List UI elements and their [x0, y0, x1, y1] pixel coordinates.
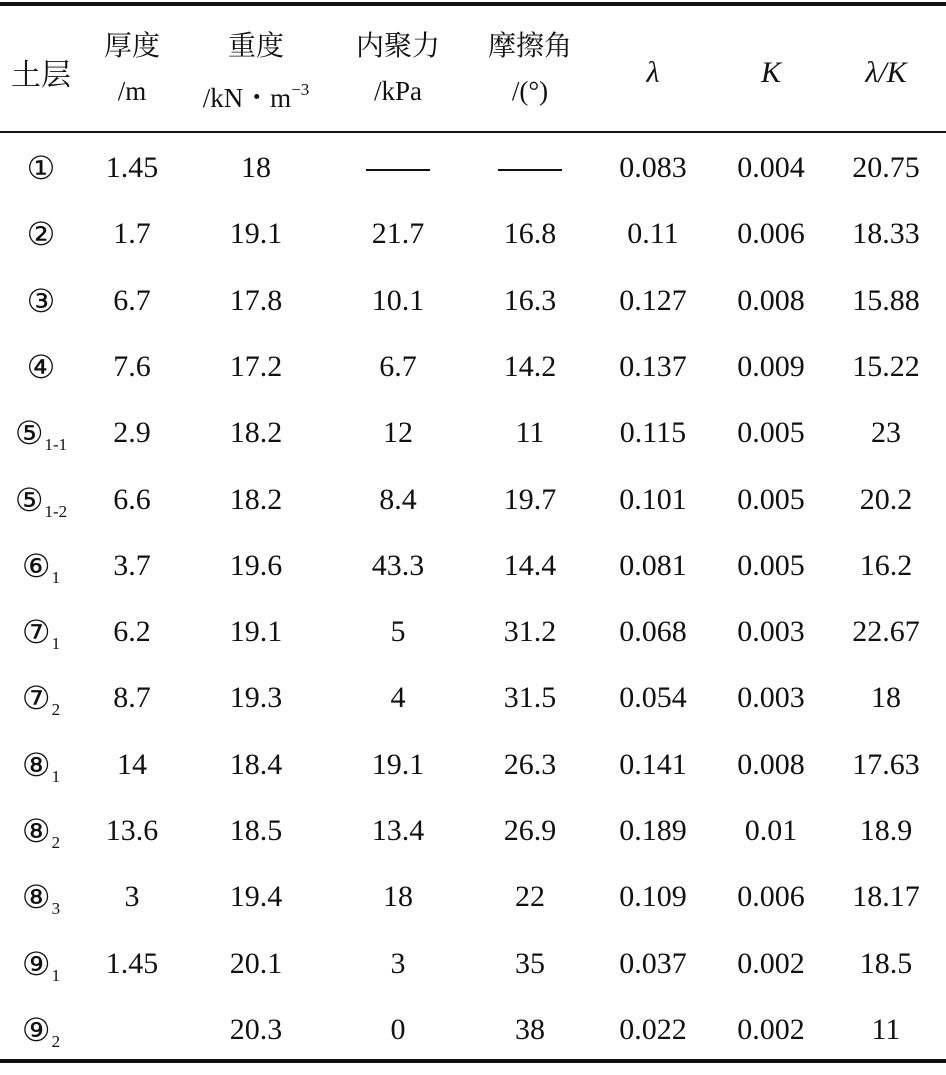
cell-weight: 18	[241, 151, 271, 184]
cell-ratio: 17.63	[852, 747, 920, 781]
cell-thickness: 1.45	[105, 151, 159, 184]
cell-friction: 31.5	[503, 681, 557, 715]
cell-ratio: 18.5	[859, 946, 913, 980]
cell-k: 0.005	[737, 548, 805, 582]
cell-layer	[0, 334, 82, 400]
cell-friction: 35	[515, 946, 545, 980]
layer-subscript: 3	[51, 899, 61, 919]
cell-k: 0.006	[737, 217, 805, 251]
cell-ratio: 11	[871, 1012, 901, 1046]
cell-lambda: 0.083	[619, 151, 687, 184]
layer-symbol: ⑦	[21, 680, 51, 717]
cell-friction: 14.4	[503, 548, 557, 582]
cell-weight: 20.1	[229, 946, 283, 980]
cell-ratio: 18	[871, 681, 901, 715]
table-top-rule	[0, 2, 946, 6]
cell-cohesion: 5	[390, 615, 406, 649]
cell-cohesion: 43.3	[371, 548, 425, 582]
cell-thickness: 3	[124, 880, 140, 914]
cell-thickness: 13.6	[105, 814, 159, 847]
cell-thickness	[90, 997, 174, 1063]
cell-friction: 31.2	[503, 615, 557, 649]
layer-symbol: ②	[26, 216, 56, 253]
cell-friction: 26.3	[503, 747, 557, 781]
cell-friction: 19.7	[503, 482, 557, 516]
cell-ratio: 16.2	[859, 548, 913, 582]
cell-thickness: 1.7	[113, 217, 151, 251]
cell-weight: 20.3	[229, 1012, 283, 1046]
table-row	[0, 533, 946, 599]
cell-friction: 26.9	[503, 814, 557, 847]
layer-symbol: ⑧	[21, 746, 51, 783]
cell-thickness: 1.45	[105, 946, 159, 980]
table-bottom-rule	[0, 1059, 946, 1063]
header-k: K	[760, 56, 781, 89]
cell-friction: 14.2	[503, 349, 557, 383]
cell-k: 0.008	[737, 747, 805, 781]
cell-layer	[0, 135, 82, 201]
cell-weight: 19.6	[229, 548, 283, 582]
cell-cohesion: 18	[383, 880, 413, 914]
header-layer: 土层	[11, 58, 71, 93]
table-row	[0, 665, 946, 731]
cell-cohesion	[340, 135, 456, 201]
layer-subscript: 2	[51, 700, 61, 720]
cell-thickness: 8.7	[113, 681, 151, 715]
table-row	[0, 201, 946, 267]
cell-cohesion: 4	[390, 681, 406, 715]
cell-cohesion: 6.7	[379, 349, 417, 383]
cell-k: 0.008	[737, 283, 805, 317]
cell-cohesion: 19.1	[371, 747, 425, 781]
layer-subscript: 1	[51, 766, 61, 786]
cell-friction: 38	[515, 1012, 545, 1046]
cell-ratio: 18.17	[852, 880, 920, 914]
cell-lambda: 0.068	[619, 615, 687, 649]
cell-cohesion: 13.4	[371, 814, 425, 847]
cell-layer	[0, 268, 82, 334]
cell-lambda: 0.137	[619, 349, 687, 383]
cell-friction: 16.3	[503, 283, 557, 317]
cell-lambda: 0.115	[619, 416, 687, 450]
cell-friction	[470, 135, 590, 201]
layer-symbol: ⑨	[21, 945, 51, 982]
cell-layer	[0, 732, 82, 798]
cell-layer	[0, 533, 82, 599]
cell-thickness: 6.6	[113, 482, 151, 516]
cell-friction: 22	[515, 880, 545, 914]
layer-symbol: ⑧	[21, 879, 51, 916]
no-value-dash	[366, 169, 430, 171]
cell-lambda: 0.081	[619, 548, 687, 582]
cell-cohesion: 3	[390, 946, 406, 980]
cell-weight: 17.2	[229, 349, 283, 383]
layer-symbol: ⑨	[21, 1011, 51, 1048]
cell-thickness: 6.2	[113, 615, 151, 649]
layer-symbol: ③	[26, 282, 56, 319]
cell-layer	[0, 467, 82, 533]
cell-layer	[0, 931, 82, 997]
cell-ratio: 20.75	[852, 151, 920, 184]
cell-layer	[0, 798, 82, 864]
layer-subscript: 1	[51, 567, 61, 587]
cell-k: 0.002	[737, 946, 805, 980]
table-row	[0, 732, 946, 798]
cell-layer	[0, 665, 82, 731]
cell-weight: 19.3	[229, 681, 283, 715]
table-row	[0, 334, 946, 400]
cell-ratio: 20.2	[859, 482, 913, 516]
header-lambda: λ	[646, 56, 660, 89]
table-row	[0, 467, 946, 533]
table-row	[0, 268, 946, 334]
layer-symbol: ⑦	[21, 614, 51, 651]
cell-ratio: 23	[871, 416, 901, 450]
layer-subscript: 2	[51, 833, 61, 852]
cell-lambda: 0.109	[619, 880, 687, 914]
cell-ratio: 18.9	[859, 814, 913, 847]
cell-k: 0.003	[737, 615, 805, 649]
cell-weight: 17.8	[229, 283, 283, 317]
cell-ratio: 18.33	[852, 217, 920, 251]
layer-subscript: 1	[51, 965, 61, 985]
layer-symbol: ⑤	[14, 481, 44, 518]
cell-friction: 11	[515, 416, 545, 450]
cell-ratio: 15.88	[852, 283, 920, 317]
cell-lambda: 0.189	[619, 814, 687, 847]
cell-k: 0.005	[737, 482, 805, 516]
no-value-dash	[498, 169, 562, 171]
header-unit-weight: 重度 /kN・$m^{-3}$	[202, 29, 310, 113]
cell-weight: 18.2	[229, 482, 283, 516]
cell-k: 0.01	[744, 814, 798, 847]
cell-friction: 16.8	[503, 217, 557, 251]
cell-lambda: 0.054	[619, 681, 687, 715]
table-row	[0, 864, 946, 930]
cell-layer	[0, 997, 82, 1063]
cell-thickness: 2.9	[113, 416, 151, 450]
cell-k: 0.002	[737, 1012, 805, 1046]
layer-subscript: 1-2	[44, 501, 68, 521]
cell-lambda: 0.127	[619, 283, 687, 317]
cell-thickness: 7.6	[113, 349, 151, 383]
layer-symbol: ⑧	[21, 813, 51, 849]
cell-k: 0.005	[737, 416, 805, 450]
cell-cohesion: 10.1	[371, 283, 425, 317]
table-row	[0, 798, 946, 864]
table-row	[0, 135, 946, 201]
layer-subscript: 1-1	[44, 435, 68, 455]
cell-cohesion: 8.4	[379, 482, 417, 516]
cell-layer	[0, 201, 82, 267]
header-ratio: λ/K	[865, 56, 907, 89]
cell-layer	[0, 400, 82, 466]
cell-weight: 19.1	[229, 217, 283, 251]
header-rule	[0, 131, 946, 133]
cell-weight: 19.4	[229, 880, 283, 914]
cell-lambda: 0.101	[619, 482, 687, 516]
table-row	[0, 400, 946, 466]
table-row	[0, 599, 946, 665]
layer-symbol: ④	[26, 348, 56, 385]
table-row	[0, 997, 946, 1063]
layer-symbol: ⑤	[14, 415, 44, 452]
header-cohesion: 内聚力 /kPa	[355, 29, 440, 106]
cell-weight: 18.5	[229, 814, 283, 847]
cell-lambda: 0.11	[627, 217, 679, 251]
cell-layer	[0, 864, 82, 930]
cell-thickness: 3.7	[113, 548, 151, 582]
cell-k: 0.004	[737, 151, 805, 184]
cell-thickness: 6.7	[113, 283, 151, 317]
cell-lambda: 0.141	[619, 747, 687, 781]
cell-k: 0.003	[737, 681, 805, 715]
cell-lambda: 0.022	[619, 1012, 687, 1046]
cell-ratio: 22.67	[852, 615, 920, 649]
cell-k: 0.009	[737, 349, 805, 383]
layer-subscript: 2	[51, 1031, 61, 1051]
cell-cohesion: 12	[383, 416, 413, 450]
cell-cohesion: 0	[390, 1012, 406, 1046]
cell-weight: 18.2	[229, 416, 283, 450]
header-friction: 摩擦角 /(°)	[487, 29, 572, 106]
cell-layer	[0, 599, 82, 665]
cell-weight: 18.4	[229, 747, 283, 781]
cell-k: 0.006	[737, 880, 805, 914]
cell-thickness: 14	[117, 747, 147, 781]
cell-weight: 19.1	[229, 615, 283, 649]
table-row	[0, 931, 946, 997]
header-thickness: 厚度 /m	[103, 29, 160, 106]
layer-symbol: ⑥	[21, 547, 51, 584]
cell-lambda: 0.037	[619, 946, 687, 980]
layer-subscript: 1	[51, 634, 61, 654]
cell-ratio: 15.22	[852, 349, 920, 383]
cell-cohesion: 21.7	[371, 217, 425, 251]
layer-symbol: ①	[26, 150, 56, 186]
